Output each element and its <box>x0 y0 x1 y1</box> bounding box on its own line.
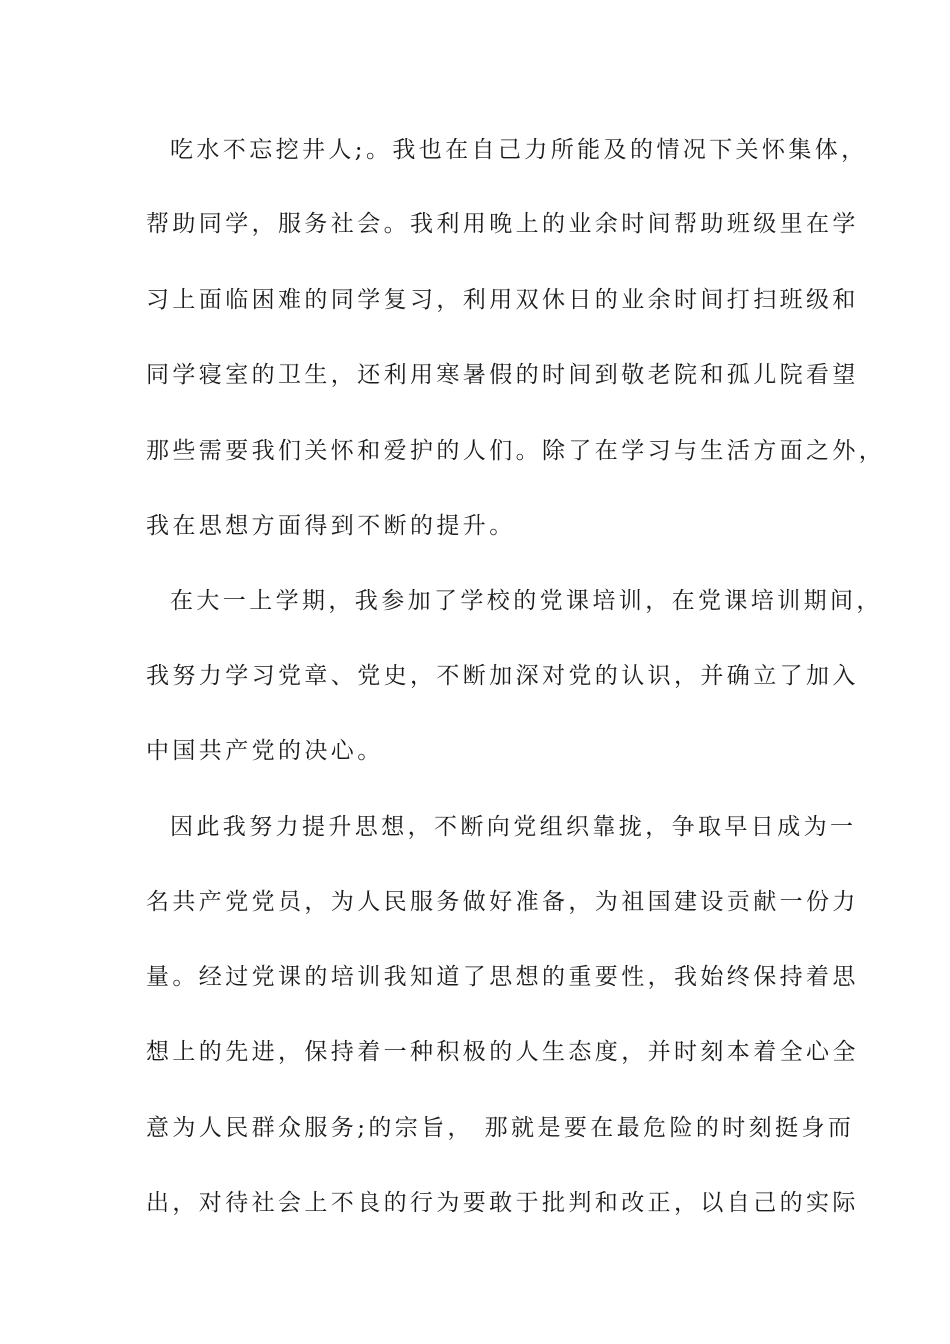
text-line: 我在思想方面得到不断的提升。 <box>146 513 516 539</box>
text-line: 中国共产党的决心。 <box>146 738 384 764</box>
text-line: 同学寝室的卫生，还利用寒暑假的时间到敬老院和孤儿院看望 <box>146 362 859 388</box>
text-line: 意为人民群众服务;的宗旨， 那就是要在最危险的时刻挺身而 <box>146 1115 855 1141</box>
text-line: 帮助同学，服务社会。我利用晚上的业余时间帮助班级里在学 <box>146 211 859 237</box>
text-line: 习上面临困难的同学复习，利用双休日的业余时间打扫班级和 <box>146 287 859 313</box>
text-line: 量。经过党课的培训我知道了思想的重要性，我始终保持着思 <box>146 964 859 990</box>
text-line: 名共产党党员，为人民服务做好准备，为祖国建设贡献一份力 <box>146 889 859 915</box>
text-line: 那些需要我们关怀和爱护的人们。除了在学习与生活方面之外， <box>146 438 886 464</box>
text-line: 出，对待社会上不良的行为要敢于批判和改正，以自己的实际 <box>146 1190 859 1216</box>
text-line: 我努力学习党章、党史，不断加深对党的认识，并确立了加入 <box>146 663 859 689</box>
text-line: 因此我努力提升思想，不断向党组织靠拢，争取早日成为一 <box>170 814 857 840</box>
text-line: 在大一上学期，我参加了学校的党课培训，在党课培训期间， <box>170 588 883 614</box>
text-line: 吃水不忘挖井人;。我也在自己力所能及的情况下关怀集体， <box>170 137 868 163</box>
text-line: 想上的先进，保持着一种积极的人生态度，并时刻本着全心全 <box>146 1039 859 1065</box>
